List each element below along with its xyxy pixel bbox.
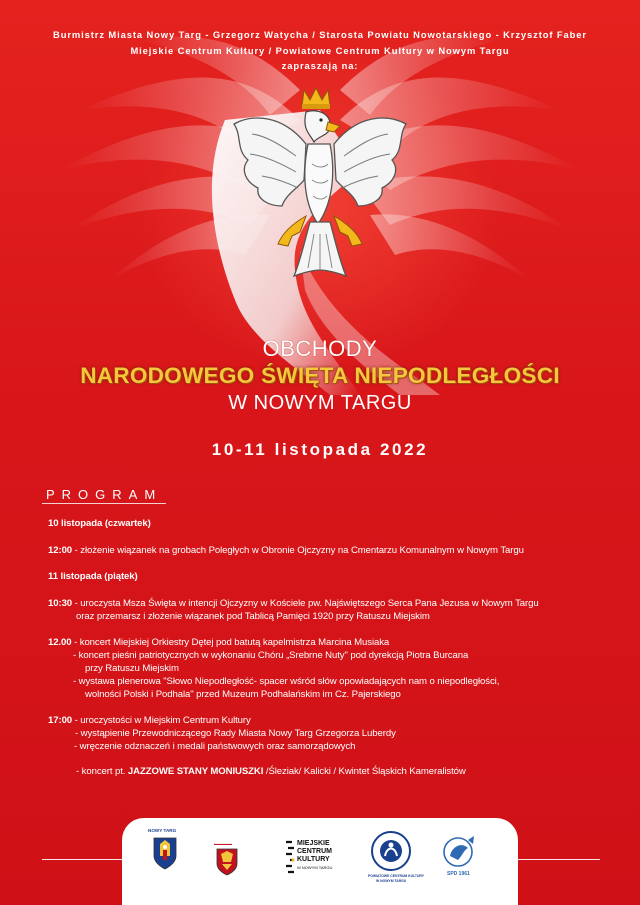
mck-logo-text	[297, 840, 332, 872]
pck-logo-icon	[370, 830, 412, 872]
title-line-2: NARODOWEGO ŚWIĘTA NIEPODLEGŁOŚCI	[80, 363, 560, 388]
event-4-text: - uroczystości w Miejskim Centrum Kultury	[72, 714, 251, 726]
event-3-line-5: wolności Polski i Podhala" przed Muzeum Podhalańskim im Cz. Pajerskiego	[85, 689, 401, 701]
event-2	[48, 597, 623, 610]
powiat-label: ▬▬▬▬▬	[214, 842, 232, 846]
spd-logo-icon	[440, 834, 480, 868]
day-1-heading: 10 listopada (czwartek)	[48, 518, 151, 529]
organizers-line-2: Miejskie Centrum Kultury / Powiatowe Centrum Kultury w Nowym Targu	[130, 44, 510, 56]
event-4-concert	[48, 765, 623, 778]
mck-logo-icon	[284, 838, 296, 878]
event-4-time: 17:00	[48, 714, 73, 726]
nowy-targ-label: NOWY TARG	[148, 828, 177, 833]
event-1-time: 12:00	[48, 544, 73, 556]
event-4-line-3: - wręczenie odznaczeń i medali państwowych oraz samorządowych	[74, 740, 356, 752]
event-date: 10-11 listopada 2022	[211, 440, 429, 459]
mck-line-4: W NOWYM TARGU	[297, 865, 333, 870]
nowy-targ-coat-of-arms-icon	[152, 836, 178, 870]
white-eagle-emblem	[222, 84, 418, 284]
title-line-1: OBCHODY	[262, 336, 378, 361]
event-3-text: - koncert Miejskiej Orkiestry Dętej pod batutą kapelmistrza Marcina Musiaka	[71, 636, 390, 648]
event-3	[48, 636, 623, 649]
spd-label: SPD 1961	[447, 871, 470, 877]
program-divider	[42, 503, 166, 504]
event-3-time: 12.00	[48, 636, 72, 648]
event-2-line-2: oraz przemarsz i złożenie wiązanek pod Tablicą Pamięci 1920 przy Ratuszu Miejskim	[76, 611, 430, 623]
concert-title: JAZZOWE STANY MONIUSZKI	[127, 766, 264, 778]
powiat-coat-of-arms-icon	[216, 848, 238, 876]
concert-suffix: /Śleziak/ Kalicki / Kwintet Śląskich Kameralistów	[263, 766, 466, 778]
pck-label: POWIATOWE CENTRUM KULTURY	[368, 874, 425, 878]
invitation-line: zapraszają na:	[281, 60, 359, 71]
crown-icon	[302, 88, 330, 109]
event-title	[0, 336, 640, 416]
event-1	[48, 544, 623, 557]
event-3-line-4: - wystawa plenerowa "Słowo Niepodległość- spacer wśród słów opowiadających nam o niepodległości,	[73, 676, 500, 688]
event-2-text: - uroczysta Msza Święta w intencji Ojczyzny w Kościele pw. Najświętszego Serca Pana Jezusa w Nowym Targu	[72, 598, 539, 610]
program-heading: PROGRAM	[46, 487, 163, 502]
event-3-line-2: - koncert pieśni patriotycznych w wykonaniu Chóru „Srebrne Nuty" pod dyrekcją Piotra Burcana	[73, 649, 469, 661]
event-2-time: 10:30	[48, 598, 73, 610]
event-3-line-3: przy Ratuszu Miejskim	[85, 662, 179, 674]
organizers-line-1: Burmistrz Miasta Nowy Targ - Grzegorz Watycha / Starosta Powiatu Nowotarskiego - Krzysztof Faber	[53, 29, 587, 40]
pck-label-2: W NOWYM TARGU	[376, 879, 407, 883]
event-4	[48, 714, 623, 727]
concert-prefix: - koncert pt.	[76, 766, 128, 778]
sponsor-logos	[122, 818, 518, 905]
title-line-3: W NOWYM TARGU	[228, 392, 412, 414]
event-4-line-2: - wystąpienie Przewodniczącego Rady Miasta Nowy Targ Grzegorza Luberdy	[75, 727, 396, 739]
program-list	[48, 517, 623, 778]
event-1-text: - złożenie wiązanek na grobach Poległych w Obronie Ojczyzny na Cmentarzu Komunalnym w Nowym Targu	[72, 544, 524, 556]
mck-line-3: KULTURY	[297, 856, 330, 863]
mck-line-1: MIEJSKIE	[297, 840, 330, 847]
organizers-header	[0, 27, 640, 74]
day-2-heading: 11 listopada (piątek)	[48, 571, 138, 583]
mck-line-2: CENTRUM	[297, 848, 332, 855]
